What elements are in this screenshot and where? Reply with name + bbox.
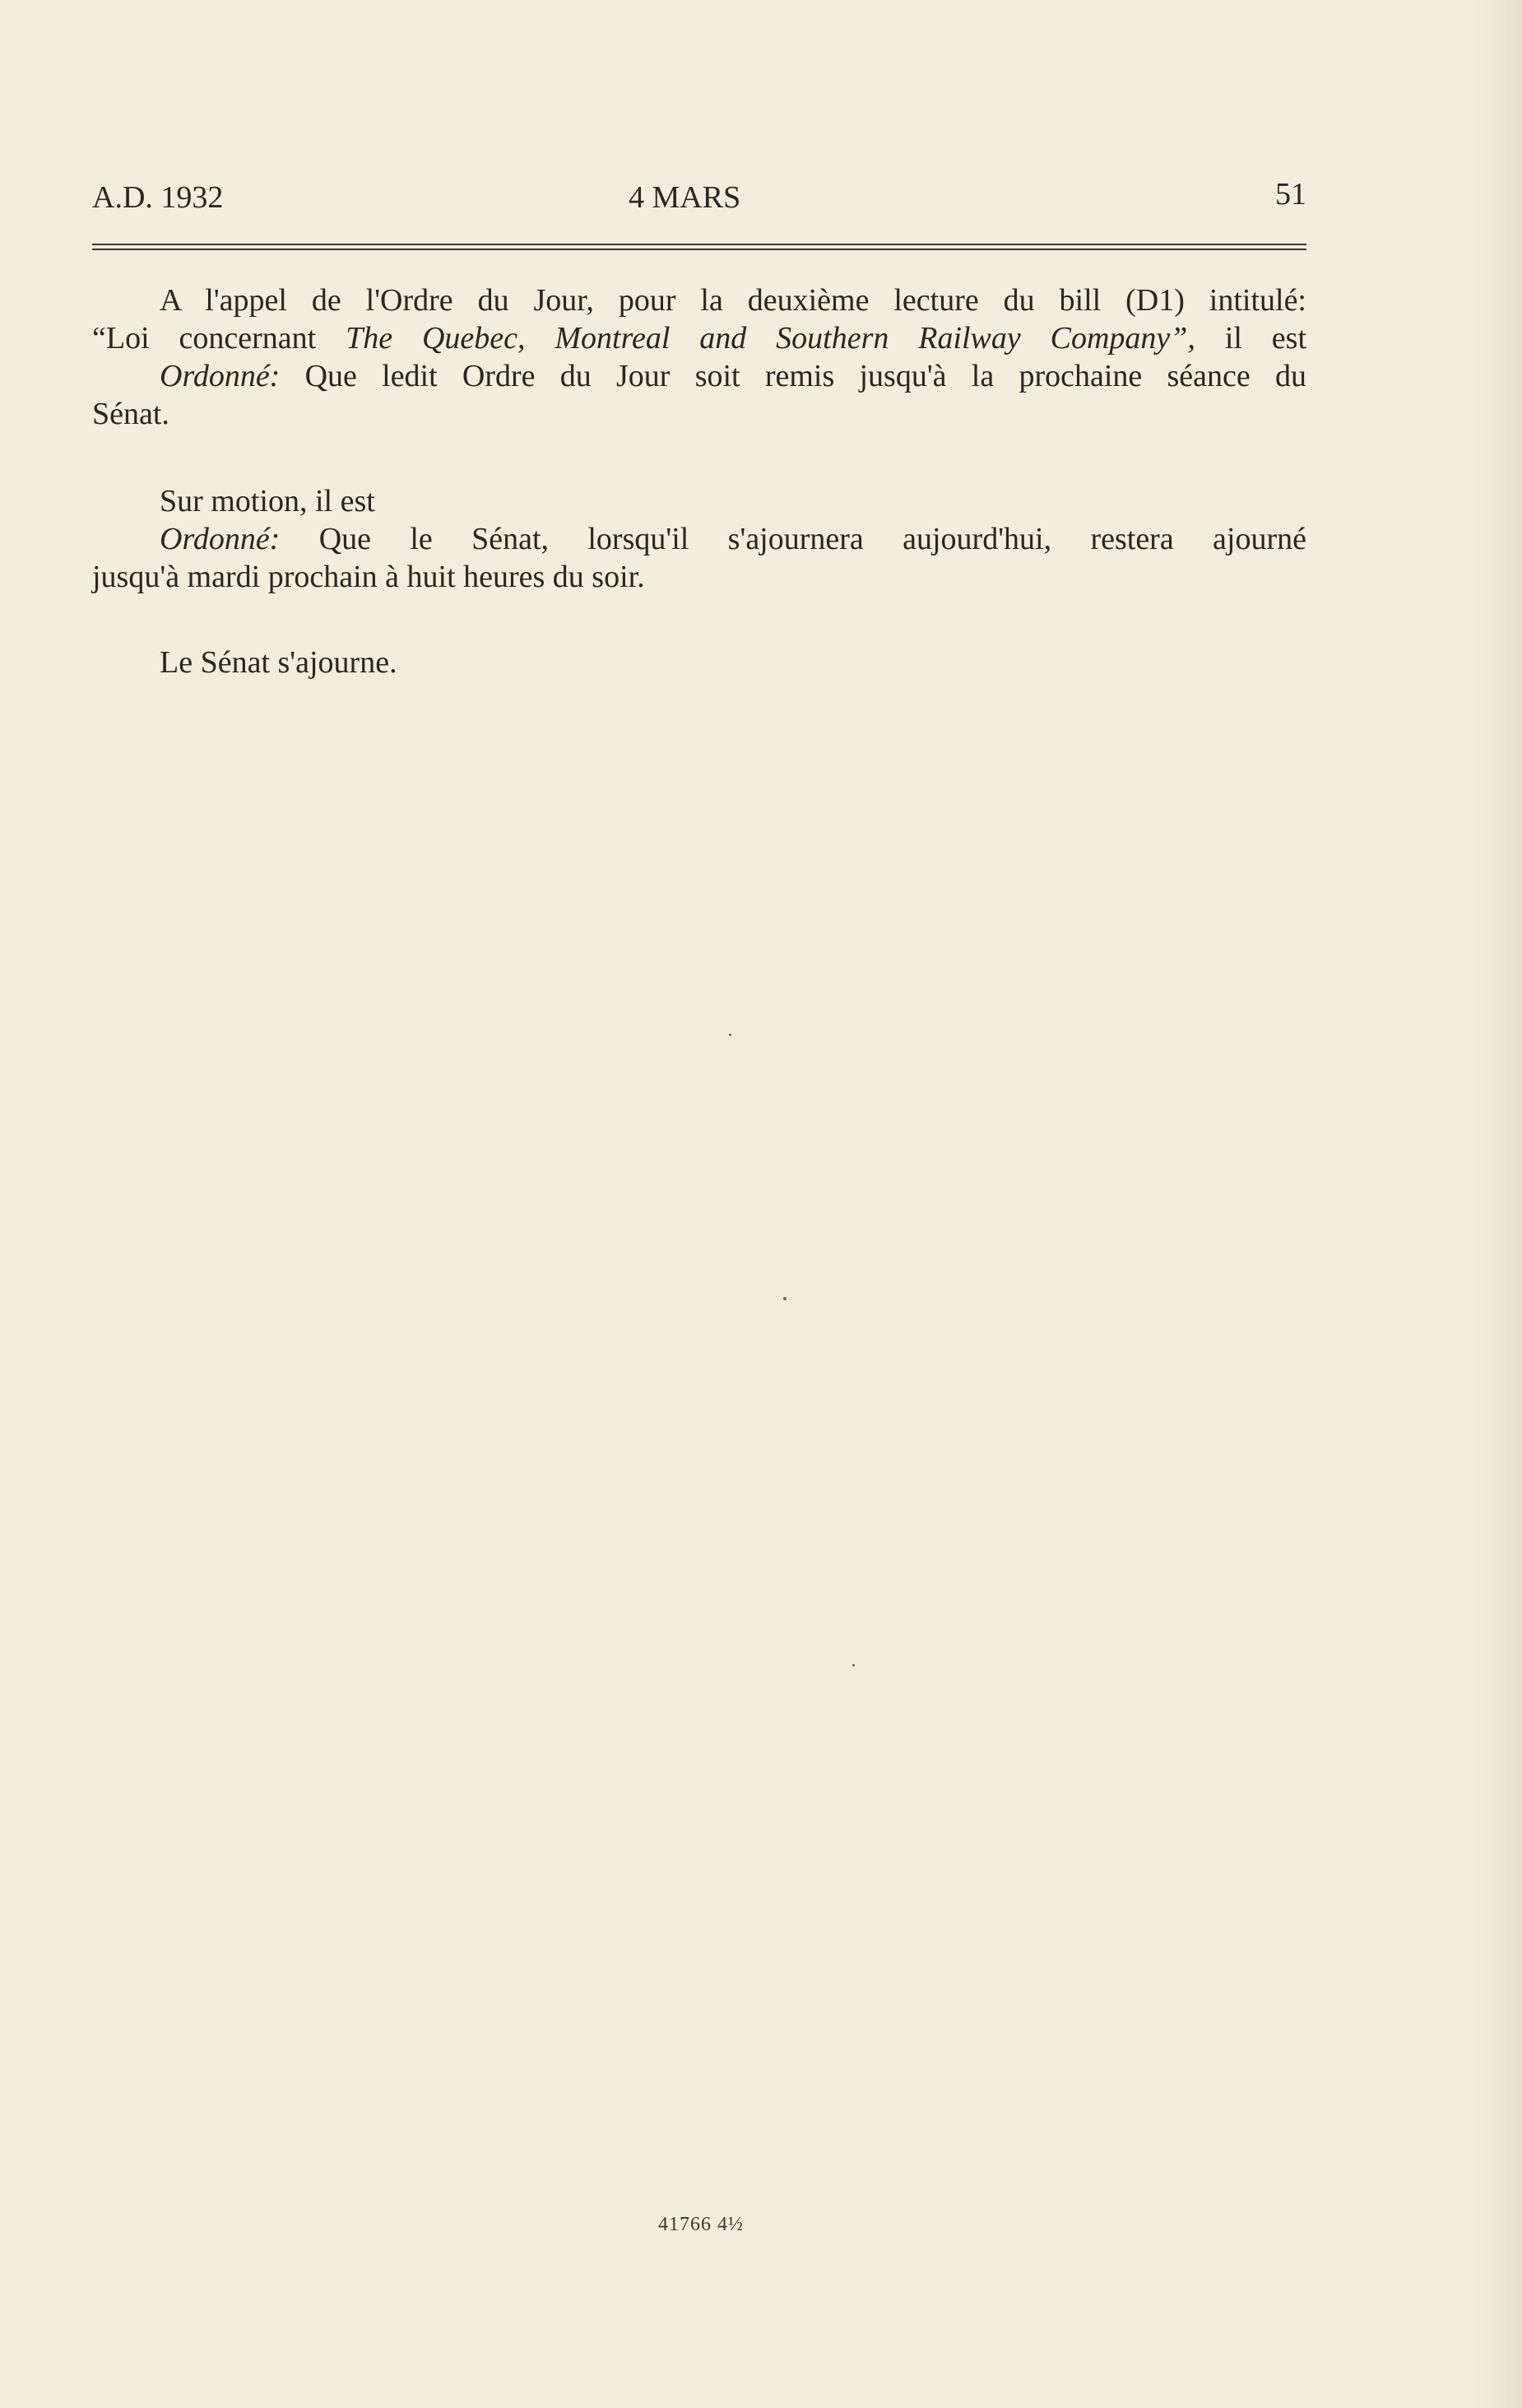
paragraph-line: A l'appel de l'Ordre du Jour, pour la deuxième lecture du bill (D1) intitulé: [160,283,1306,318]
header-rule-top [92,244,1306,245]
paragraph-line: Ordonné: Que ledit Ordre du Jour soit remis jusqu'à la prochaine séance du [160,359,1306,393]
paragraph-adjournment [92,644,1306,681]
paragraph-bill-reading [92,281,1306,433]
page-header [92,179,1306,222]
paragraph-line: Le Sénat s'ajourne. [160,645,397,680]
print-speck [852,1664,855,1667]
print-speck [729,1034,731,1036]
header-year: A.D. 1932 [92,180,224,215]
paragraph-motion [92,482,1306,596]
print-speck [783,1297,787,1300]
paragraph-line: “Loi concernant The Quebec, Montreal and Southern Railway Company”, il est [92,321,1307,356]
paragraph-line: jusqu'à mardi prochain à huit heures du soir. [92,560,645,594]
paragraph-line: Sénat. [92,397,169,431]
printer-code: 41766 4½ [658,2214,744,2235]
page-edge-shade [1473,0,1522,2408]
header-rule-bottom [92,249,1306,250]
bill-title: The Quebec, Montreal and Southern Railway Company”, [346,321,1195,356]
ordonne-label: Ordonné: [160,359,281,393]
header-page-number: 51 [1275,177,1306,212]
header-date: 4 MARS [629,180,741,215]
paragraph-line: Ordonné: Que le Sénat, lorsqu'il s'ajournera aujourd'hui, restera ajourné [160,522,1306,556]
paragraph-line: Sur motion, il est [160,484,375,518]
ordonne-label: Ordonné: [160,522,281,556]
